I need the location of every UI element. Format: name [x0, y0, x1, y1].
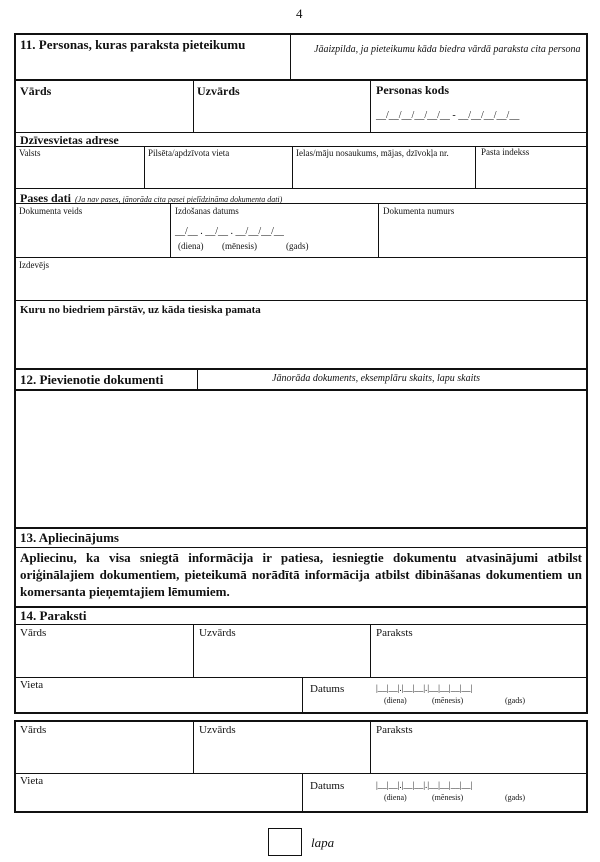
section11-title: 11. Personas, kuras paraksta pieteikumu — [20, 37, 246, 52]
vards-label: Vārds — [20, 84, 52, 98]
sign2-vieta-label: Vieta — [20, 775, 44, 787]
pases-note: (Ja nav pases, jānorāda cita pasei pielīdzināma dokumenta dati) — [75, 195, 283, 204]
kuru-parstav-label: Kuru no biedriem pārstāv, uz kāda tiesiska pamata — [20, 304, 261, 316]
sign1-uzvards-label: Uzvārds — [199, 627, 236, 639]
section12-title: 12. Pievienotie dokumenti — [20, 372, 164, 387]
uzvards-label: Uzvārds — [197, 84, 240, 98]
section12-note: Jānorāda dokuments, eksemplāru skaits, lapu skaits — [272, 373, 481, 384]
personas-kods-input[interactable]: __/__/__/__/__/__ - __/__/__/__/__ — [376, 110, 520, 121]
sign2-uzvards-label: Uzvārds — [199, 724, 236, 736]
pases-header-label: Pases dati — [20, 191, 71, 205]
valsts-label: Valsts — [19, 148, 41, 158]
sign2-datums-label: Datums — [310, 780, 345, 792]
sign2-vards-label: Vārds — [20, 724, 47, 736]
dok-veids-label: Dokumenta veids — [19, 206, 83, 216]
diena-label: (diena) — [178, 241, 204, 251]
pilseta-label: Pilsēta/apdzīvota vieta — [148, 148, 230, 158]
izdosanas-datums-label: Izdošanas datums — [175, 206, 239, 216]
section13-text: Apliecinu, ka visa sniegtā informācija ir patiesa, iesniegtie dokumentu atvasinājumi atbilst oriģinālajiem dokumentiem, pieteikumā norādītā informācija atbilst dibināšanas dokumentiem un komersanta pieņemtajiem lēmumiem. — [20, 550, 582, 599]
attached-documents-field[interactable] — [16, 392, 586, 526]
sign2-gads: (gads) — [505, 793, 525, 802]
sign1-date-input[interactable]: |__|__|.|__|__|.|__|__|__|__| — [376, 683, 473, 693]
iela-label: Ielas/māju nosaukums, mājas, dzīvokļa nr. — [296, 148, 449, 158]
lapa-label: lapa — [311, 835, 335, 850]
sign1-vards-label: Vārds — [20, 627, 47, 639]
sign2-menesis: (mēnesis) — [432, 793, 464, 802]
sign2-paraksts-label: Paraksts — [376, 724, 413, 736]
section14-title: 14. Paraksti — [20, 608, 87, 623]
pases-header — [20, 189, 282, 207]
personas-kods-label: Personas kods — [376, 83, 450, 97]
section11-note: Jāaizpilda, ja pieteikumu kāda biedra vārdā paraksta cita persona — [314, 44, 581, 55]
sign1-vieta-label: Vieta — [20, 679, 44, 691]
menesis-label: (mēnesis) — [222, 241, 257, 251]
sign2-date-input[interactable]: |__|__|.|__|__|.|__|__|__|__| — [376, 780, 473, 790]
gads-label: (gads) — [286, 241, 309, 251]
sign2-diena: (diena) — [384, 793, 407, 802]
sign1-datums-label: Datums — [310, 683, 345, 695]
signature-box-2 — [14, 720, 588, 813]
pasta-indekss-label: Pasta indekss — [481, 147, 530, 157]
sign1-menesis: (mēnesis) — [432, 696, 464, 705]
dok-numurs-label: Dokumenta numurs — [383, 206, 455, 216]
sign1-paraksts-label: Paraksts — [376, 627, 413, 639]
page-count-box[interactable] — [268, 828, 302, 856]
address-header: Dzīvesvietas adrese — [20, 133, 119, 147]
sign1-gads: (gads) — [505, 696, 525, 705]
section13-title: 13. Apliecinājums — [20, 530, 119, 545]
izdosanas-datums-input[interactable]: __/__ . __/__ . __/__/__/__ — [175, 226, 284, 237]
izdevejs-label: Izdevējs — [19, 260, 49, 270]
sign1-diena: (diena) — [384, 696, 407, 705]
page-number: 4 — [296, 6, 303, 21]
